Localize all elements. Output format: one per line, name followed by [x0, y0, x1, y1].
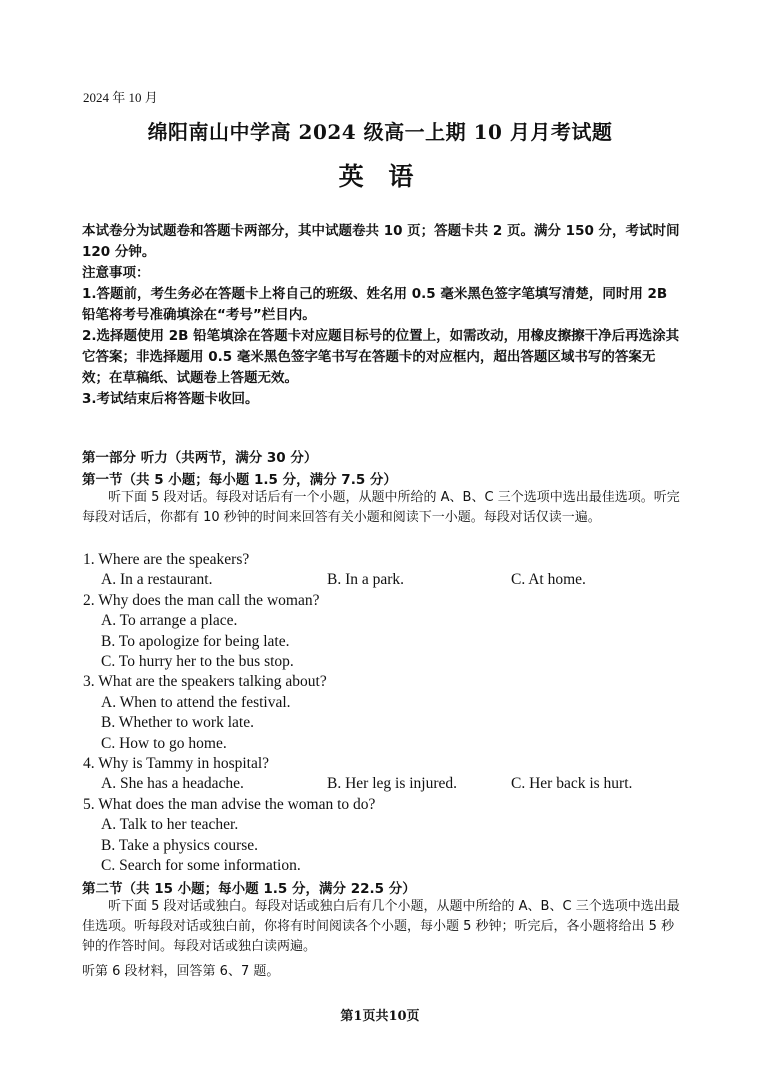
question-stem: 2. Why does the man call the woman? — [83, 591, 320, 609]
question-stem: 4. Why is Tammy in hospital? — [83, 755, 270, 773]
notice-item: 3.考试结束后将答题卡收回。 — [82, 391, 259, 407]
section-title: 第二节（共 15 小题；每小题 1.5 分，满分 22.5 分） — [82, 881, 416, 897]
section-instruction: 听下面 5 段对话或独白。每段对话或独白后有几个小题，从题中所给的 A、B、C 三个选项中选出最佳选项。听每段对话或独白前，你将有时间阅读各个小题，每小题 5 秒钟；听完后，各小题将给出 5 秒钟的作答时间。每段对话或独白读两遍。 — [82, 899, 680, 954]
part-title: 第一部分 听力（共两节，满分 30 分） — [82, 450, 318, 466]
option-b: B. In a park. — [327, 571, 405, 589]
exam-title: 绵阳南山中学高 2024 级高一上期 10 月月考试题 — [147, 120, 613, 144]
option-a: A. To arrange a place. — [101, 612, 238, 630]
option-c: C. To hurry her to the bus stop. — [101, 653, 294, 671]
page-number: 第1页共10页 — [340, 1009, 420, 1024]
notice-item: 2.选择题使用 2B 铅笔填涂在答题卡对应题目标号的位置上，如需改动，用橡皮擦擦干净后再选涂其它答案；非选择题用 0.5 毫米黑色签字笔书写在答题卡的对应框内，超出答题区域书写的答案无效；在草稿纸、试题卷上答题无效。 — [82, 328, 680, 386]
option-a: A. She has a headache. — [101, 775, 244, 793]
option-b: B. Whether to work late. — [101, 714, 254, 732]
option-c: C. How to go home. — [101, 734, 227, 752]
notice-item: 1.答题前，考生务必在答题卡上将自己的班级、姓名用 0.5 毫米黑色签字笔填写清楚，同时用 2B 铅笔将考号准确填涂在“考号”栏目内。 — [82, 286, 668, 323]
section-title: 第一节（共 5 小题；每小题 1.5 分，满分 7.5 分） — [82, 472, 397, 488]
question-stem: 1. Where are the speakers? — [83, 551, 250, 568]
question-list — [83, 550, 683, 877]
option-b: B. To apologize for being late. — [101, 632, 290, 650]
option-c: C. At home. — [511, 571, 586, 589]
option-row — [101, 774, 683, 794]
exam-instructions — [82, 221, 682, 410]
option-c: C. Search for some information. — [101, 857, 301, 875]
option-row — [101, 570, 683, 590]
section-instruction: 听下面 5 段对话。每段对话后有一个小题，从题中所给的 A、B、C 三个选项中选出最佳选项。听完每段对话后，你都有 10 秒钟的时间来回答有关小题和阅读下一小题。每段对话仅读一遍。 — [82, 490, 680, 525]
option-b: B. Her leg is injured. — [327, 775, 458, 793]
option-c: C. Her back is hurt. — [511, 775, 633, 793]
material-note: 听第 6 段材料，回答第 6、7 题。 — [82, 964, 280, 979]
option-a: A. Talk to her teacher. — [101, 816, 239, 834]
option-a: A. When to attend the festival. — [101, 693, 291, 711]
option-a: A. In a restaurant. — [101, 571, 213, 589]
exam-overview: 本试卷分为试题卷和答题卡两部分，其中试题卷共 10 页；答题卡共 2 页。满分 150 分，考试时间 120 分钟。 — [82, 223, 680, 260]
notice-title: 注意事项： — [82, 265, 150, 281]
option-b: B. Take a physics course. — [101, 836, 259, 854]
question-stem: 3. What are the speakers talking about? — [83, 673, 327, 691]
exam-date: 2024 年 10 月 — [83, 90, 158, 105]
subject-title: 英 语 — [338, 162, 422, 191]
question-stem: 5. What does the man advise the woman to do? — [83, 795, 376, 813]
